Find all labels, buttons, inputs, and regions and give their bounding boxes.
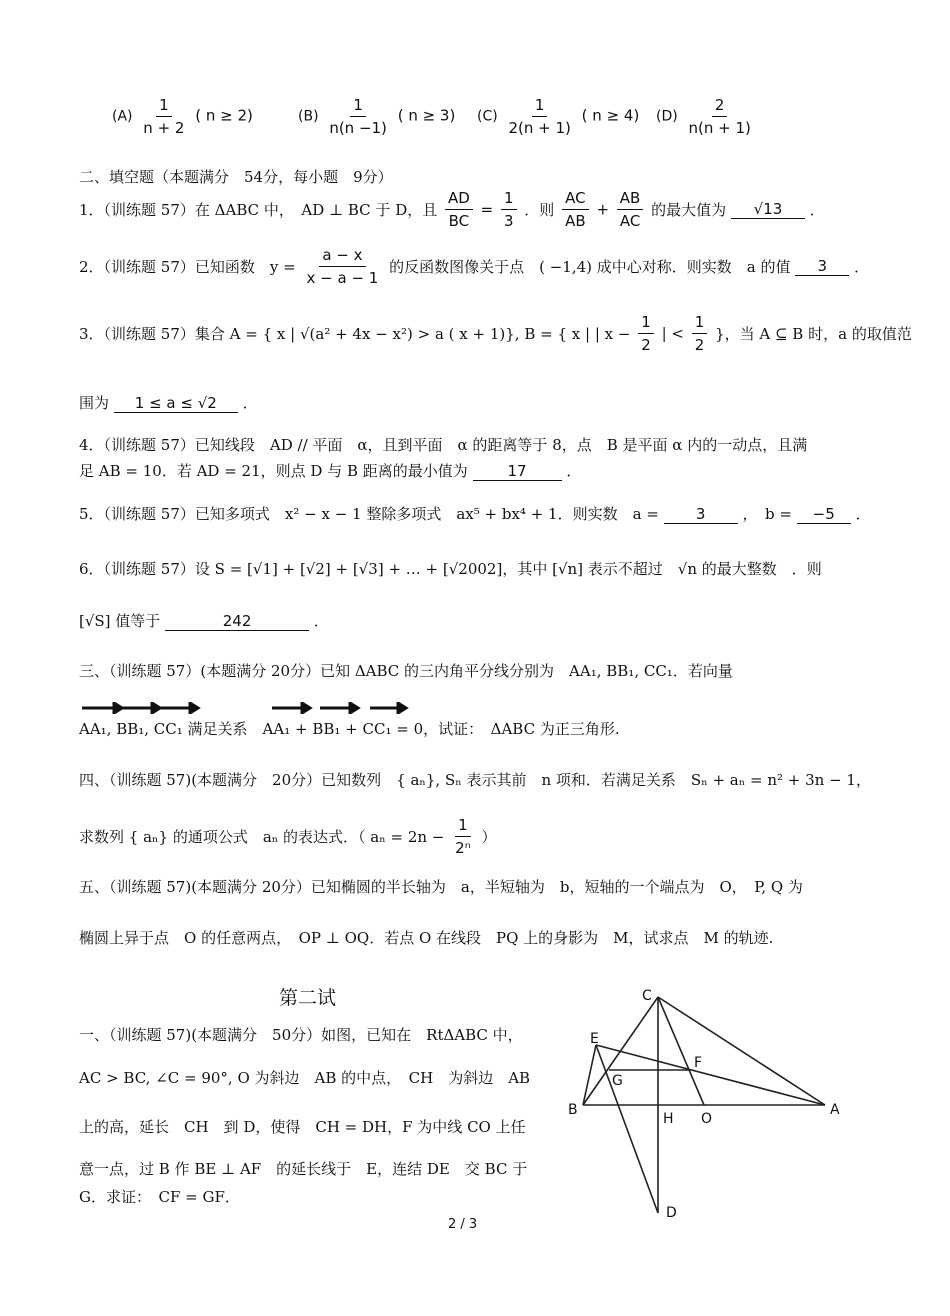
q3-f1-num: 1 [638,312,654,334]
section3-line2: AA₁, BB₁, CC₁ 满足关系 AA₁ + BB₁ + CC₁ = 0，试证： ΔABC 为正三角形. [79,720,620,738]
q2-answer: 3 [795,257,849,276]
q1-equals: = [480,200,494,219]
q3-f1-den: 2 [641,336,651,354]
section2-header: 二、填空题（本题满分 54分，每小题 9分） [79,168,393,186]
q1-fraction-ab-ac [617,188,644,231]
q5-mid: ， b = [742,505,792,523]
geometry-figure [560,985,850,1225]
sec4-line2-end: ） [481,828,497,846]
page-number: 2 / 3 [448,1217,478,1232]
q3-fraction-1 [638,312,654,355]
label-c: C [642,988,652,1004]
section3-line1: 三、（训练题 57）(本题满分 20分）已知 ΔABC 的三内角平分线分别为 AA₁, BB₁, CC₁．若向量 [79,662,733,680]
label-e: E [590,1031,599,1047]
q1-f3-den: AB [565,212,586,230]
q2-end: ． [854,258,870,276]
q2-f-num: a − x [319,245,365,267]
sec4-f-den: 2ⁿ [455,839,471,857]
option-b-fraction [326,95,390,138]
q1-f4-num: AB [617,188,644,210]
vector-arrow-icons [80,702,410,714]
question-5 [79,503,870,524]
option-d-label: (D) [656,108,678,125]
q1-f1-num: AD [445,188,473,210]
question-4-line1: 4．（训练题 57）已知线段 AD // 平面 α，且到平面 α 的距离等于 8，点 B 是平面 α 内的一动点，且满 [79,436,808,454]
option-b-label: (B) [298,108,319,125]
q1-f4-den: AC [619,212,641,230]
question-3 [79,312,912,355]
label-a: A [830,1102,840,1118]
test2-line-4: 意一点，过 B 作 BE ⊥ AF 的延长线于 E，连结 DE 交 BC 于 [79,1160,528,1178]
option-b-den: n(n −1) [329,119,387,137]
q1-end: ． [809,201,825,219]
q1-f3-num: AC [562,188,588,210]
q6-line2-prefix: [√S] 值等于 [79,612,161,630]
option-b-num: 1 [350,95,366,117]
question-6-line2 [79,610,329,631]
label-b: B [568,1102,578,1118]
option-c-cond: ( n ≥ 4) [581,106,640,125]
option-a-label: (A) [112,108,133,125]
test2-line-5: G．求证： CF = GF． [79,1188,240,1206]
option-a-num: 1 [156,95,172,117]
option-d-num: 2 [712,95,728,117]
option-a-cond: ( n ≥ 2) [195,106,253,125]
q1-answer: √13 [731,200,805,219]
option-c-fraction [505,95,573,138]
section4-line1: 四、（训练题 57)(本题满分 20分）已知数列 { aₙ}, Sₙ 表示其前 n 项和．若满足关系 Sₙ + aₙ = n² + 3n − 1， [79,771,871,789]
q3-answer: 1 ≤ a ≤ √2 [114,394,238,413]
q3-f2-den: 2 [694,336,705,354]
question-6-line1: 6．（训练题 57）设 S = [√1] + [√2] + [√3] + … + [√2002]，其中 [√n] 表示不超过 √n 的最大整数 ．则 [79,560,822,578]
q1-mid: ．则 [524,201,555,219]
option-d [656,95,757,138]
option-d-fraction [686,95,754,138]
q5-end: ． [855,505,871,523]
test2-line-2: AC > BC, ∠C = 90°, O 为斜边 AB 的中点， CH 为斜边 AB [79,1069,531,1087]
q6-end: ． [313,612,329,630]
q4-answer: 17 [473,462,562,481]
q1-f1-den: BC [448,212,470,230]
option-c [477,95,639,138]
test2-line-3: 上的高，延长 CH 到 D，使得 CH = DH，F 为中线 CO 上任 [79,1118,526,1136]
label-h: H [663,1111,674,1127]
q1-prefix: 1．（训练题 57）在 ΔABC 中， AD ⊥ BC 于 D，且 [79,201,438,219]
q2-f-den: x − a − 1 [306,269,379,287]
q1-f2-num: 1 [501,188,517,210]
label-f: F [694,1055,703,1071]
option-c-den: 2(n + 1) [508,119,571,137]
question-4-line2 [79,460,581,481]
q3-end: ． [242,394,258,412]
q5-answer-a: 3 [664,505,738,524]
q4-line2-prefix: 足 AB = 10．若 AD = 21，则点 D 与 B 距离的最小值为 [79,462,468,480]
q4-end: ． [566,462,582,480]
section4-line2 [79,815,496,858]
q3-text2: | < [661,324,684,343]
q1-fraction-one-third [501,188,517,231]
test2-title: 第二试 [279,987,337,1009]
q2-prefix: 2．（训练题 57）已知函数 y = [79,258,296,276]
option-d-den: n(n + 1) [688,119,751,137]
q1-suffix: 的最大值为 [651,201,727,219]
sec4-line2-prefix: 求数列 { aₙ} 的通项公式 aₙ 的表达式．（ aₙ = 2n − [79,828,445,846]
label-o: O [701,1111,713,1127]
q1-fraction-ac-ab [562,188,589,231]
section5-line1: 五、（训练题 57)(本题满分 20分）已知椭圆的半长轴为 a，半短轴为 b，短轴的一个端点为 O， P, Q 为 [79,878,803,896]
sec4-fraction [452,815,474,858]
option-c-label: (C) [477,108,498,125]
option-a-den: n + 2 [143,119,185,137]
q6-answer: 242 [165,612,309,631]
q2-mid: 的反函数图像关于点 ( −1,4) 成中心对称．则实数 a 的值 [389,258,791,276]
q3-text3: }，当 A ⊆ B 时，a 的取值范 [715,325,912,343]
test2-line-1: 一、（训练题 57)(本题满分 50分）如图，已知在 RtΔABC 中， [79,1026,523,1044]
q3-line2-prefix: 围为 [79,394,110,412]
segment-ef [596,1045,825,1105]
option-c-num: 1 [532,95,548,117]
segment-ca [658,997,825,1105]
q3-text1: 3．（训练题 57）集合 A = { x | √(a² + 4x − x²) > a ( x + 1)}, B = { x | | x − [79,325,631,343]
q5-prefix: 5．（训练题 57）已知多项式 x² − x − 1 整除多项式 ax⁵ + bx⁴ + 1．则实数 a = [79,505,659,523]
q1-f2-den: 3 [503,212,514,230]
vector-arrows [80,700,410,712]
question-1 [79,188,825,231]
option-b-cond: ( n ≥ 3) [397,106,456,125]
label-d: D [666,1205,677,1221]
sec4-f-num: 1 [455,815,471,837]
triangle-diagram [560,985,850,1225]
option-b [298,95,455,138]
question-3-line2 [79,392,258,413]
segment-co [658,997,704,1105]
q3-fraction-2 [692,312,708,355]
q2-fraction [304,245,382,288]
label-g: G [612,1073,623,1089]
q5-answer-b: −5 [797,505,851,524]
option-a-fraction [140,95,187,138]
option-a [112,95,253,138]
section5-line2: 椭圆上异于点 O 的任意两点， OP ⊥ OQ．若点 O 在线段 PQ 上的身影为 M，试求点 M 的轨迹. [79,929,774,947]
question-2 [79,245,869,288]
q3-f2-num: 1 [692,312,708,334]
q1-plus: + [596,200,610,219]
q1-fraction-ad-bc [445,188,473,231]
